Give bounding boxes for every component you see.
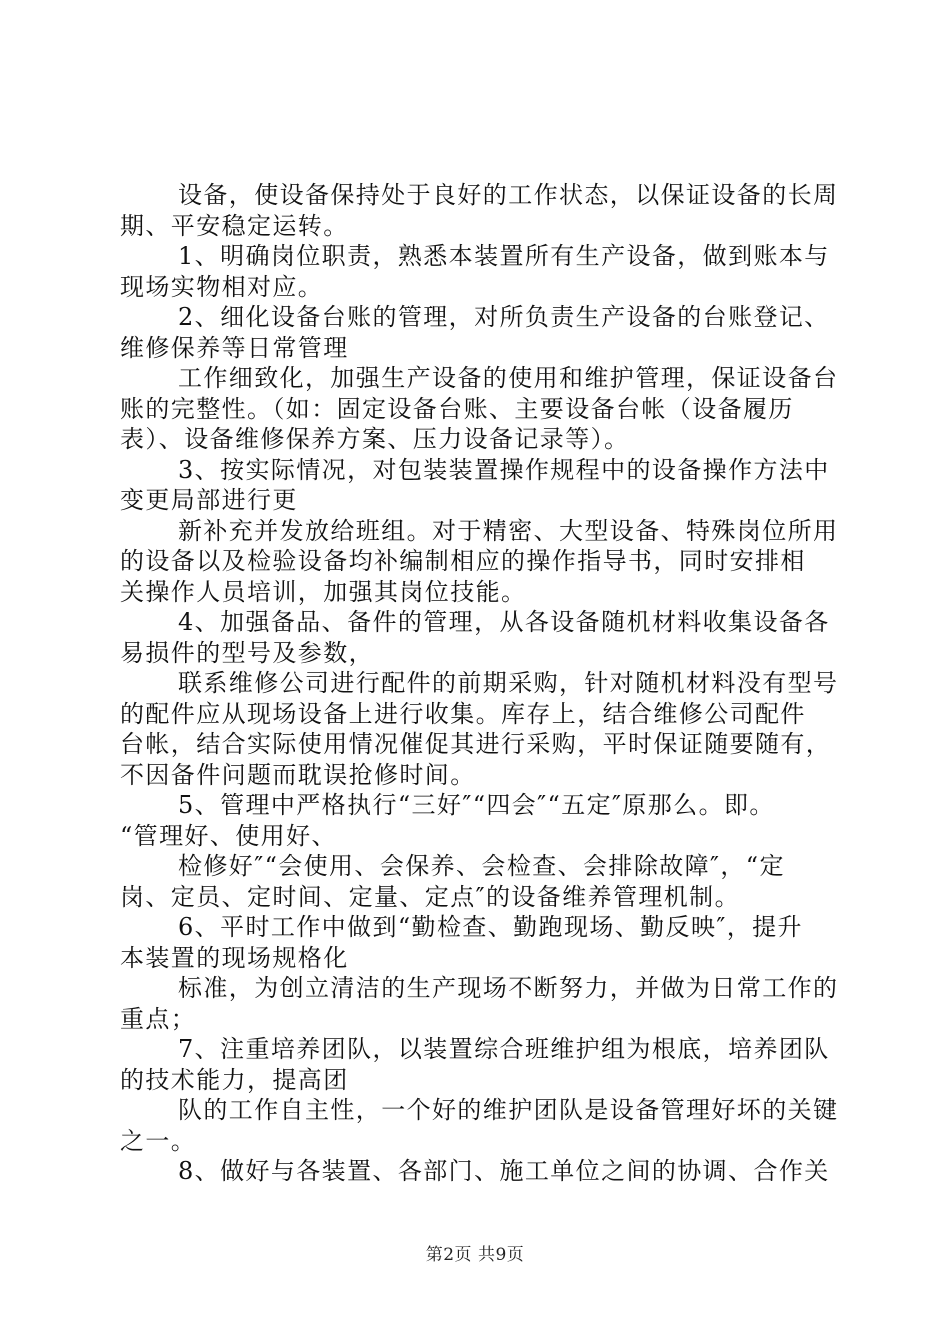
text-line: 4、加强备品、备件的管理，从各设备随机材料收集设备各: [178, 608, 830, 636]
text-line: 易损件的型号及参数，: [120, 638, 374, 667]
text-line: 账的完整性。（如：固定设备台账、主要设备台帐（设备履历: [120, 394, 794, 423]
text-line: 8、做好与各装置、各部门、施工单位之间的协调、合作关: [178, 1157, 830, 1185]
text-line: 1、明确岗位职责，熟悉本装置所有生产设备，做到账本与: [178, 242, 830, 270]
text-line: 的配件应从现场设备上进行收集。库存上，结合维修公司配件: [120, 699, 806, 728]
text-line: 工作细致化，加强生产设备的使用和维护管理，保证设备台: [178, 364, 839, 392]
text-line: 的技术能力，提高团: [120, 1065, 349, 1094]
text-line: 之一。: [120, 1126, 197, 1155]
text-line: 标准，为创立清洁的生产现场不断努力，并做为日常工作的: [178, 974, 839, 1002]
page-number-label: 第2页 共9页: [425, 1245, 525, 1265]
text-line: 维修保养等日常管理: [120, 333, 349, 362]
text-line: 不因备件问题而耽误抢修时间。: [120, 760, 476, 789]
text-line: 3、按实际情况，对包装装置操作规程中的设备操作方法中: [178, 455, 830, 484]
text-line: 设备，使设备保持处于良好的工作状态，以保证设备的长周: [178, 181, 839, 209]
text-line: 现场实物相对应。: [120, 272, 324, 301]
text-line: 联系维修公司进行配件的前期采购，针对随机材料没有型号: [178, 669, 839, 697]
text-line: 新补充并发放给班组。对于精密、大型设备、特殊岗位所用: [178, 516, 839, 545]
page-footer: [0, 1242, 950, 1268]
text-line: 表）、设备维修保养方案、压力设备记录等）。: [120, 425, 630, 453]
text-line: 期、平安稳定运转。: [120, 211, 349, 240]
text-line: 7、注重培养团队，以装置综合班维护组为根底，培养团队: [178, 1035, 830, 1063]
text-line: 5、管理中严格执行“三好″“四会″“五定″原那么。即。: [178, 791, 775, 819]
text-line: 队的工作自主性，一个好的维护团队是设备管理好坏的关键: [178, 1096, 839, 1124]
text-line: 台帐，结合实际使用情况催促其进行采购，平时保证随要随有，: [120, 730, 832, 758]
text-line: 岗、定员、定时间、定量、定点″的设备维养管理机制。: [120, 882, 740, 911]
text-line: 6、平时工作中做到“勤检查、勤跑现场、勤反映″，提升: [178, 913, 803, 941]
text-line: 重点；: [120, 1004, 197, 1033]
text-line: 关操作人员培训，加强其岗位技能。: [120, 577, 527, 606]
text-line: 的设备以及检验设备均补编制相应的操作指导书，同时安排相: [120, 547, 806, 575]
body-text: [120, 180, 880, 1187]
text-line: 变更局部进行更: [120, 486, 298, 514]
text-line: “管理好、使用好、: [120, 821, 337, 850]
text-line: 2、细化设备台账的管理，对所负责生产设备的台账登记、: [178, 303, 830, 331]
text-line: 检修好″“会使用、会保养、会检查、会排除故障″，“定: [178, 852, 785, 880]
text-line: 本装置的现场规格化: [120, 943, 349, 972]
